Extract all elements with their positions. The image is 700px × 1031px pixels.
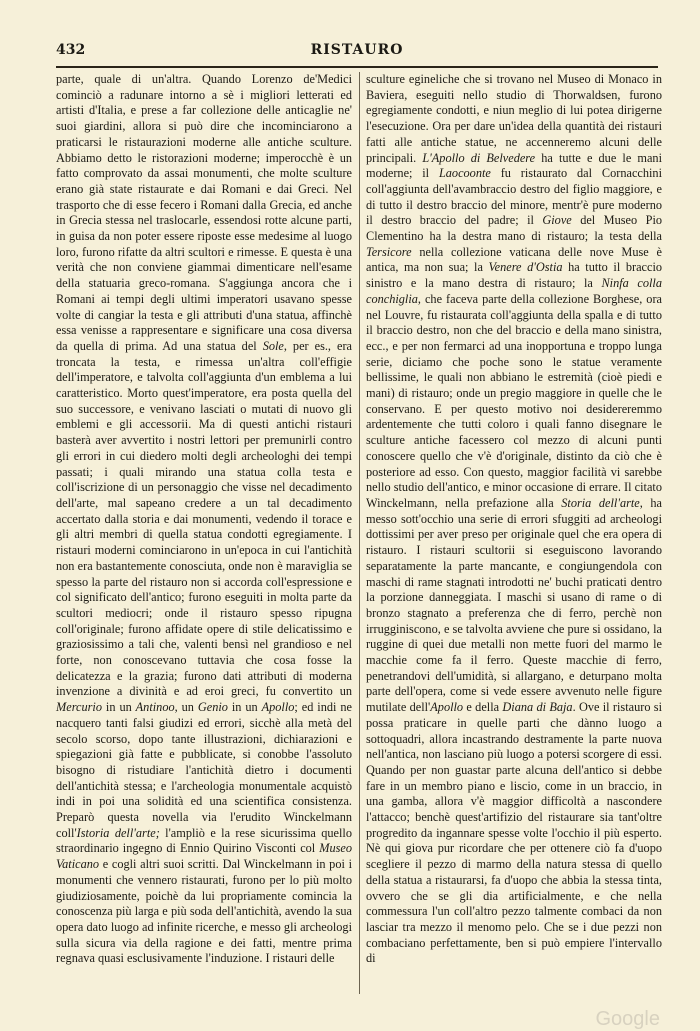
body-text: in un	[102, 700, 136, 715]
page-header	[56, 40, 658, 64]
italic-title-text: Diana di Baja	[502, 700, 573, 715]
body-text: ; ed indi ne nacquero tanti falsi giudizi ed errori, sicchè alla metà del secolo scorso, dopo tante illustrazioni, dichiarazioni e spiegazioni già fatte e pubblicate, si conobbe l'assoluto bisogno di ristudiare l'antichità dietro i documenti dell'antichità stessa; e l'archeologia monumentale acquistò indi in poi una solidità ed una scientifica consistenza. Preparò questa novella via l'erudito Winckelmann coll'	[56, 700, 352, 840]
body-text: sculture egineliche che si trovano nel Museo di Monaco in Baviera, eseguiti nello studio di Thorwaldsen, furono egregiamente condotti, e niun meglio di lui potea dirigerne l'esecuzione. Ora per dare un'idea della quantità dei ristauri fatti alle antiche statue, ne accenneremo alcuni delle principali.	[366, 72, 662, 165]
italic-title-text: Sole	[262, 338, 284, 353]
body-text: , per es., era troncata la testa, e rimessa un'altra coll'effigie dell'imperatore, e talvolta coll'aggiunta d'un emblema a lui caratteristico. Morto quest'imperatore, era posta quella del suo successore, e venivano lasciati o mutati di nuovo gli emblemi e gli accessorii. Ma di questi antichi ristauri basterà aver avvertito i nostri lettori per premunirli contro gli errori in cui diedero molti degli archeologhi dei tempi passati; i quali mirando una statua colla testa e coll'iscrizione di un personaggio che visse nel decadimento dell'arte, mal sapeano credere a un tal decadimento accertato dalla storia e dai monumenti, vedendo il torace e gli altri membri di quella statua condotti egregiamente. I ristauri moderni cominciarono in un'epoca in cui l'antichità non era bastantemente conosciuta, onde non è maraviglia se spesso la parte del ristauro non si accorda coll'espressione e col significato dell'antico; furono eseguiti in molta parte da scultori mediocri; onde il ristauro spesso ripugna coll'originale; furono affidate opere di stile delicatissimo e graziosissimo a tali che, valenti bensì nel grandioso e nel forte, non conoscevano tuttavia che cosa fosse la delicatezza e la grazia; furono dati attributi di moderna invenzione a divinità e ad eroi greci, fu convertito un	[56, 338, 352, 699]
body-text: , un	[174, 700, 198, 715]
italic-title-text: Museo Vaticano	[56, 841, 352, 872]
body-text: , ha messo sott'occhio una serie di errori sfuggiti ad archeologi dottissimi per aver preso per originale quel che era opera di ristauro. I ristauri scultorii si eseguiscono lavorando separatamente la parte mancante, e congiungendola con maschi di rame stagnati introdotti ne' buchi praticati dentro la porzione danneggiata. I maschi si usano di rame o di bronzo stagnato a preferenza che di ferro, perchè non irrugginiscono, e se talvolta avviene che pure si ossidano, la ruggine di quei due metalli non mette fuori del marmo le macchie come fa il ferro. Queste macchie di ferro, penetrandovi dell'umidità, si allargano, e deturpano molta parte dell'opera, come si vede essere avvenuto nelle figure mutilate dell'	[366, 495, 662, 715]
body-text: e della	[463, 700, 503, 715]
body-text: e cogli altri suoi scritti. Dal Winckelmann in poi i monumenti che vennero ristaurati, furono per lo più molto giudiziosamente, poichè da lui propriamente comincia la conoscenza più larga e più soda dell'antichità, avendo la sua opera dato luogo ad infinite ricerche, e messo gli archeologi sulla sicura via della ragione e dei fatti, mentre prima regnava quasi esclusivamente l'induzione. I ristauri delle	[56, 857, 352, 966]
italic-title-text: Storia dell'arte	[561, 495, 640, 510]
italic-title-text: Apollo	[261, 700, 295, 715]
body-text: del Museo Pio Clementino ha la destra mano di ristauro; la testa della	[366, 213, 663, 244]
italic-title-text: Ninfa colla conchiglia	[366, 276, 662, 306]
italic-title-text: Apollo	[430, 700, 464, 715]
italic-title-text: L'Apollo di Belvedere	[422, 150, 536, 165]
italic-title-text: Giove	[542, 213, 572, 228]
left-column	[56, 72, 352, 967]
italic-title-text: Genio	[197, 700, 228, 715]
watermark: Google	[595, 1008, 660, 1030]
body-text: fu ristaurato dal Cornacchini coll'aggiunta dell'avambraccio destro del figlio maggiore, e di tutto il destro braccio del minore, mentr'è pure moderno il destro braccio del padre; il	[366, 166, 662, 228]
italic-title-text: Istoria dell'arte;	[76, 825, 160, 840]
italic-title-text: Venere d'Ostia	[488, 260, 563, 275]
body-text: ha tutte e due le mani moderne; il	[366, 150, 662, 181]
body-text: parte, quale di un'altra. Quando Lorenzo de'Medici cominciò a radunare intorno a sè i migliori letterati ed artisti d'Italia, e prese a far collezione delle anticaglie ne' suoi giardini, allora si può dire che incominciarono a praticarsi le ristaurazioni moderne alle antiche sculture. Abbiamo detto le ristorazioni moderne; imperocchè è un fatto comprovato da assai monumenti, che molte sculture erano già state ristaurate e dai Romani e dai Greci. Nel trasporto che di esse fecero i Romani dalla Grecia, ed anche in Grecia stessa nel traslocarle, essendosi rotte alcune parti, in guisa da non poter essere riposte esse medesime al luogo loro, furono rifatte da altri scultori e rimesse. E questa è una verità che non conviene giammai dimenticare nell'esame della statuaria greco-romana. S'aggiunga ancora che i Romani ai tempi degli ultimi imperatori usavano spesse volte di cangiar la testa e gli attributi d'una statua, affinchè essa venisse a rappresentare e significare una cosa diversa da quella di prima. Ad una statua del	[56, 72, 352, 353]
italic-title-text: Laocoonte	[438, 166, 491, 181]
body-text: nella collezione vaticana delle nove Muse è antica, ma non sua; la	[366, 244, 662, 275]
body-text: in un	[227, 700, 262, 715]
italic-title-text: Mercurio	[56, 700, 102, 715]
body-text: ha tutto il braccio sinistro e la mano destra di ristauro; la	[366, 260, 663, 291]
header-rule	[56, 66, 658, 68]
body-text: . Ove il ristauro si possa praticare in quelle parti che dànno luogo a sottoquadri, allora incastrando destramente la parte nuova nell'antica, non lasciano più luogo a potersi scorgere di essi. Quando per non guastar parte alcuna dell'antico si debbe fare in un membro piano e liscio, come in un braccio, in una gamba, allora v'è maggior difficoltà a nascondere l'attacco; benchè quest'artifizio del ristaurare sia tant'oltre progredito da ingannare spesse volte l'occhio il più esperto. Nè qui giova pur ricordare che per ottenere ciò fa d'uopo scegliere il pezzo di marmo della natura stessa di quello della statua a ristaurarsi, fa d'uopo che abbia la stessa tinta, ovvero che se gli dia artificialmente, e che nella commessura l'un coll'altro pezzo talmente combaci da non lasciar tra mezzo il menomo pelo. Che se i due pezzi non combaciano perfettamente, ben si può empiere l'intervallo di	[366, 700, 662, 966]
body-text: l'ampliò e la rese sicurissima quello straordinario ingegno di Ennio Quirino Visconti col	[56, 825, 352, 856]
page-number: 432	[56, 42, 86, 58]
running-title: RISTAURO	[310, 42, 404, 58]
body-text: , che faceva parte della collezione Borghese, ora nel Louvre, fu ristaurata coll'aggiunta della spalla e di tutto il braccio destro, non che del braccio e della mano sinistra, ecc., e per non fermarci ad una inopportuna e troppo lunga serie, diciamo che poche sono le statue veramente bellissime, le quali non abbiano le estremità (cioè piedi e mani) di ristauro; onde un pregio maggiore in quelle che le conservano. E per questo motivo noi desidereremmo ardentemente che tutti coloro i quali fanno disegnare le sculture antiche facessero col mezzo di alcuni punti conoscere quello che v'è d'originale, distinto da ciò che è posteriore ad esso. Con questo, maggior facilità vi sarebbe nello studio dell'antico, e minor occasione di errare. Il citato Winckelmann, nella prefazione alla	[366, 291, 662, 510]
italic-title-text: Antinoo	[135, 700, 175, 715]
italic-title-text: Tersicore	[366, 244, 412, 259]
column-divider	[359, 72, 360, 994]
right-column	[366, 72, 662, 967]
